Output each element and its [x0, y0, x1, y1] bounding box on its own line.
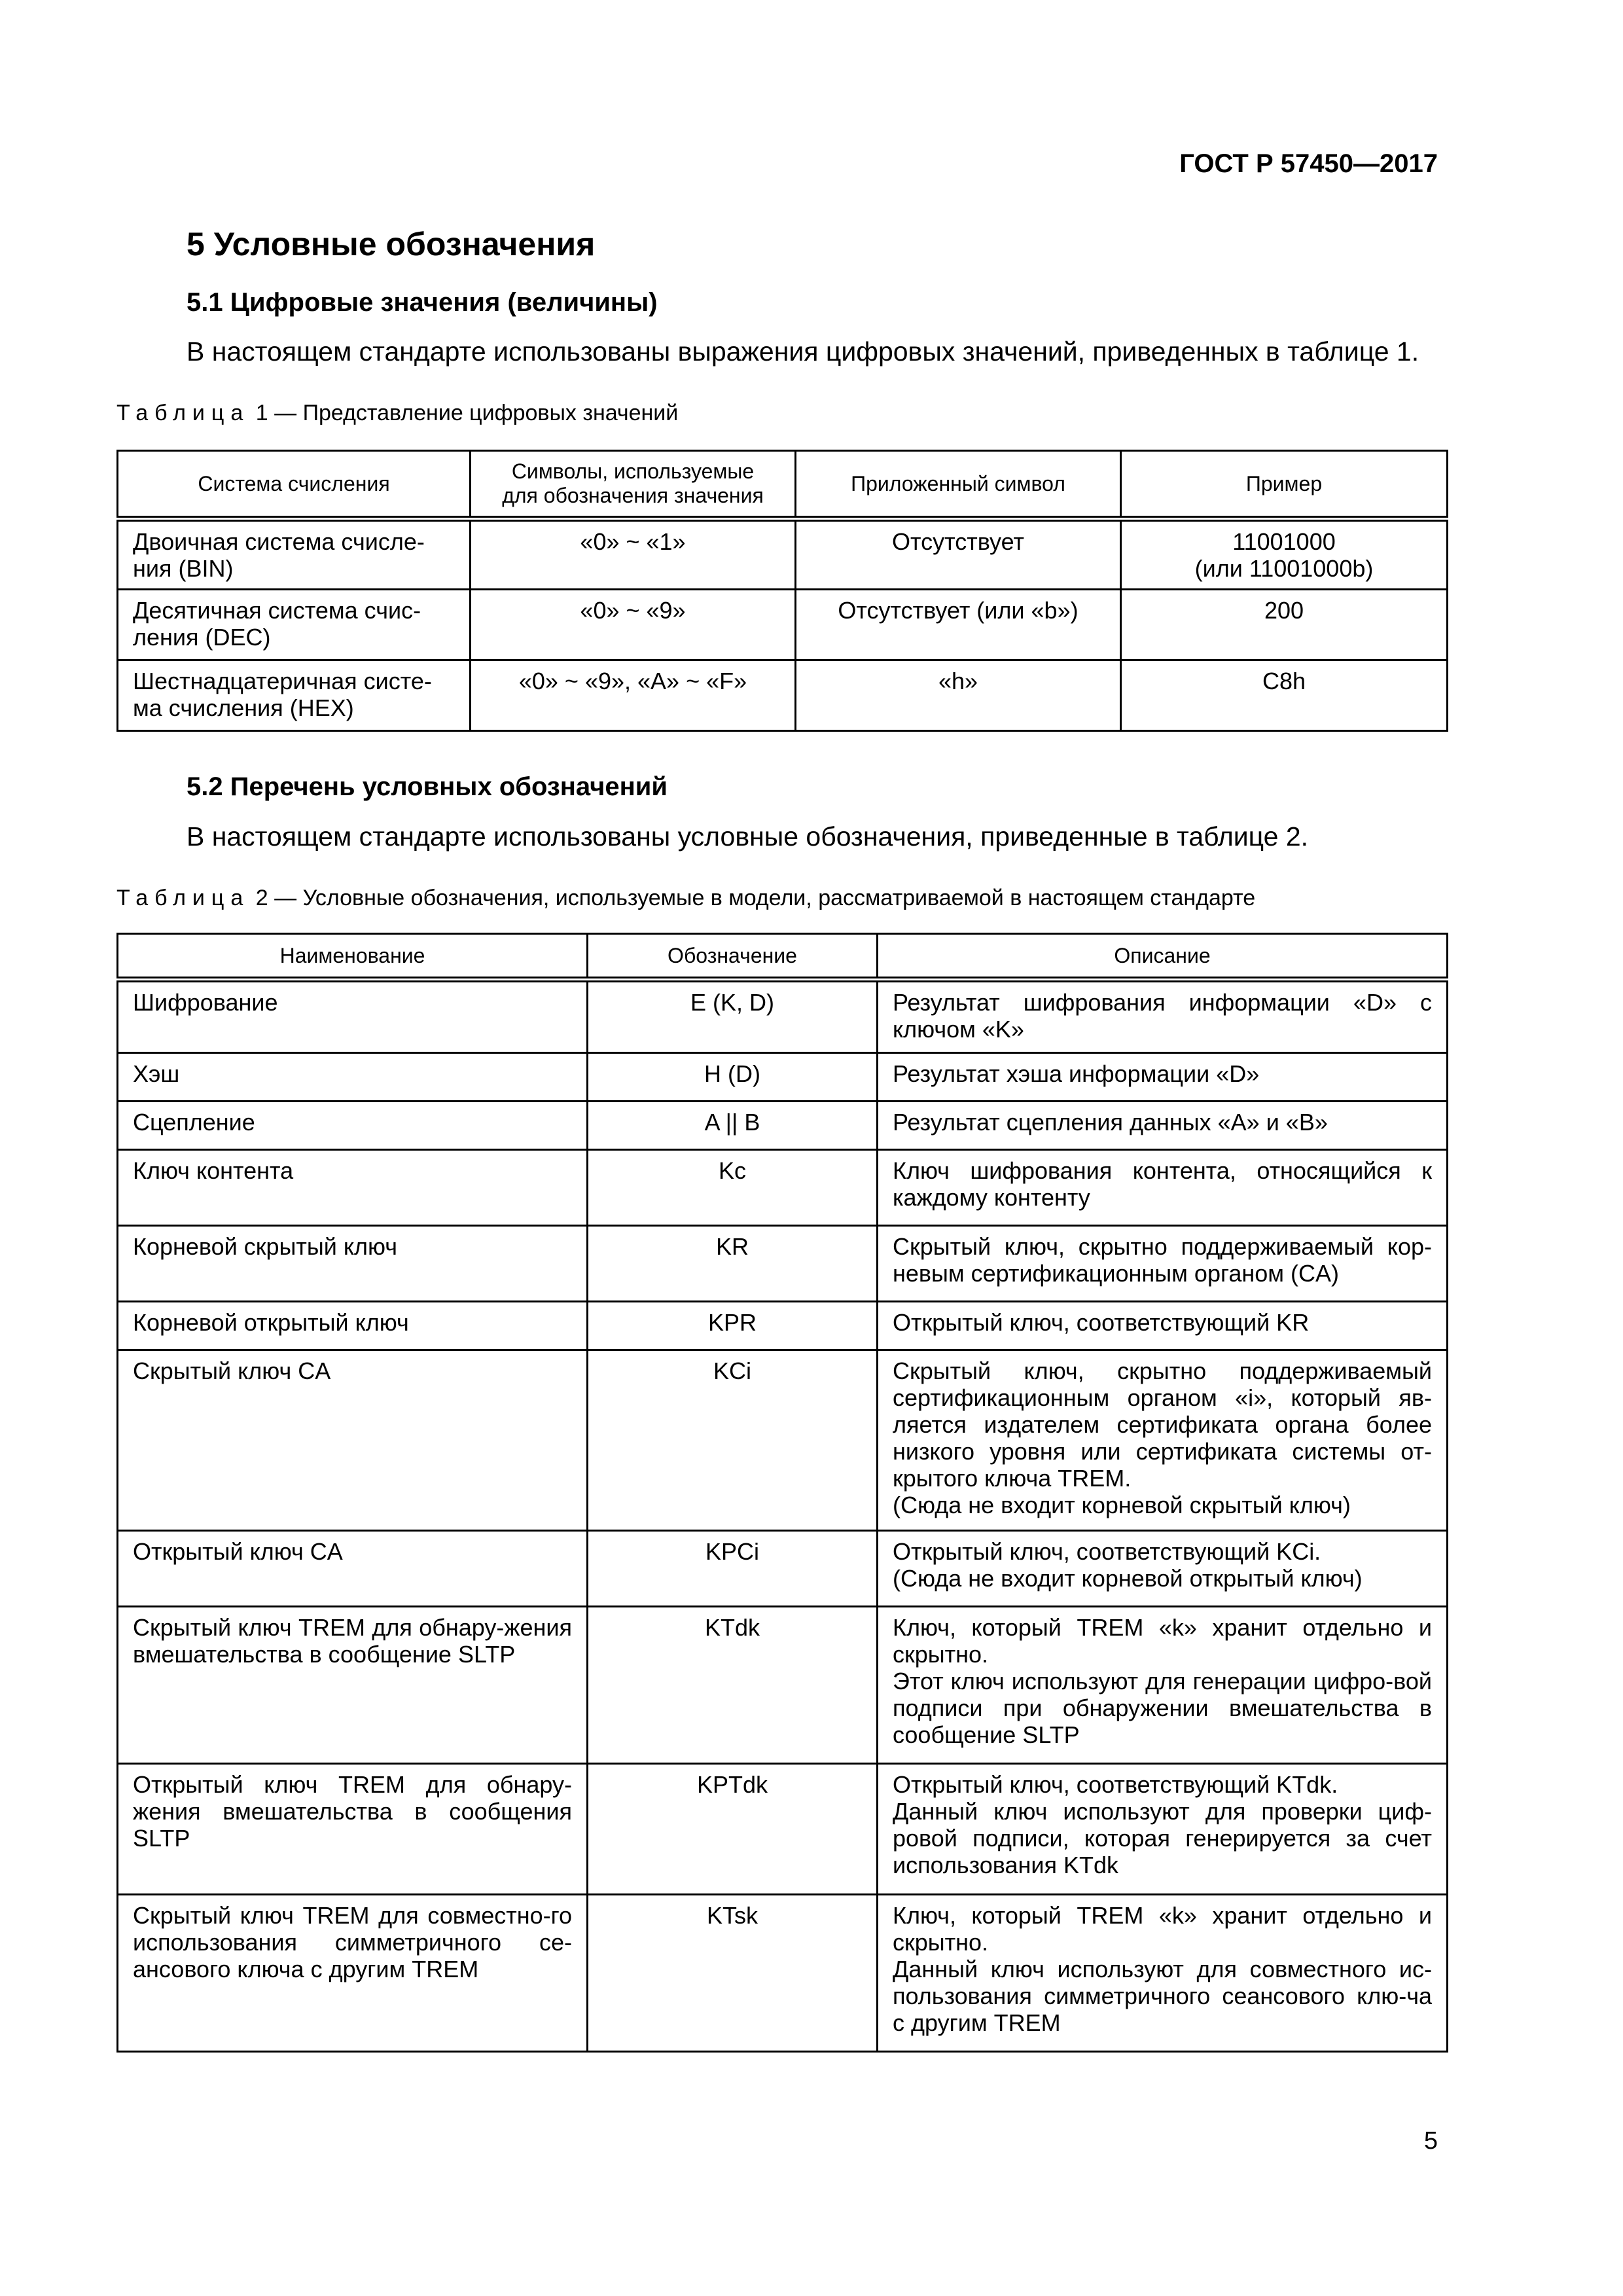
table-cell: «0» ~ «1» — [471, 519, 796, 590]
table-row — [118, 660, 1448, 731]
table-cell: Ключ, который TREM «k» хранит отдельно и скрытно. Этот ключ используют для генерации цифро-вой подписи при обнаружении вмешательства в сообщение SLTP — [878, 1607, 1448, 1764]
caption-text: 1 — Представление цифровых значений — [255, 401, 679, 425]
table-cell: Ключ шифрования контента, относящийся к каждому контенту — [878, 1150, 1448, 1226]
table-cell: Скрытый ключ CA — [118, 1350, 588, 1531]
table-cell: KPR — [588, 1302, 878, 1350]
table-cell: E (K, D) — [588, 980, 878, 1053]
table-cell: Двоичная система счисле- ния (BIN) — [118, 519, 471, 590]
table-cell: Десятичная система счис- ления (DEC) — [118, 590, 471, 660]
table-2-caption — [116, 886, 1255, 911]
table-cell: KTsk — [588, 1895, 878, 2052]
table-cell: C8h — [1121, 660, 1448, 731]
table-1-header-row — [118, 451, 1448, 519]
table-2 — [116, 933, 1448, 2053]
table-cell: Корневой открытый ключ — [118, 1302, 588, 1350]
table-cell: Открытый ключ CA — [118, 1531, 588, 1607]
table-row — [118, 1226, 1448, 1302]
intro-paragraph-5-2: В настоящем стандарте использованы условные обозначения, приведенные в таблице 2. — [187, 821, 1309, 852]
table-cell: Результат хэша информации «D» — [878, 1053, 1448, 1102]
table-cell: Открытый ключ, соответствующий KTdk. Данный ключ используют для проверки циф-ровой подписи, которая генерируется за счет использования KTdk — [878, 1764, 1448, 1895]
table-1 — [116, 450, 1448, 732]
table-cell: Ключ, который TREM «k» хранит отдельно и скрытно. Данный ключ используют для совместного ис-пользования симметричного сеансового клю-ча с другим TREM — [878, 1895, 1448, 2052]
table-cell: Отсутствует — [796, 519, 1121, 590]
table-cell: KTdk — [588, 1607, 878, 1764]
table-cell: Открытый ключ, соответствующий KCi. (Сюда не входит корневой открытый ключ) — [878, 1531, 1448, 1607]
table-cell: KPCi — [588, 1531, 878, 1607]
table-cell: Результат сцепления данных «A» и «B» — [878, 1102, 1448, 1150]
table-cell: KPTdk — [588, 1764, 878, 1895]
column-header: Обозначение — [588, 934, 878, 980]
table-row — [118, 1764, 1448, 1895]
table-cell: Отсутствует (или «b») — [796, 590, 1121, 660]
table-row — [118, 1895, 1448, 2052]
table-cell: Открытый ключ, соответствующий KR — [878, 1302, 1448, 1350]
caption-label: Таблица — [116, 401, 250, 425]
table-cell: 11001000 (или 11001000b) — [1121, 519, 1448, 590]
caption-text: 2 — Условные обозначения, используемые в модели, рассматриваемой в настоящем стандарте — [255, 886, 1256, 910]
table-cell: Сцепление — [118, 1102, 588, 1150]
table-row — [118, 1350, 1448, 1531]
table-cell: Ключ контента — [118, 1150, 588, 1226]
column-header: Приложенный символ — [796, 451, 1121, 519]
column-header: Символы, используемые для обозначения значения — [471, 451, 796, 519]
document-id: ГОСТ Р 57450—2017 — [1179, 149, 1438, 178]
table-cell: Хэш — [118, 1053, 588, 1102]
column-header: Описание — [878, 934, 1448, 980]
page-number: 5 — [1423, 2127, 1438, 2155]
table-cell: 200 — [1121, 590, 1448, 660]
table-cell: A || B — [588, 1102, 878, 1150]
table-row — [118, 1531, 1448, 1607]
table-cell: Kc — [588, 1150, 878, 1226]
table-row — [118, 980, 1448, 1053]
table-row — [118, 1302, 1448, 1350]
column-header: Наименование — [118, 934, 588, 980]
table-row — [118, 1150, 1448, 1226]
table-cell: KCi — [588, 1350, 878, 1531]
subsection-title-5-2: 5.2 Перечень условных обозначений — [187, 772, 668, 801]
column-header: Система счисления — [118, 451, 471, 519]
table-cell: Шестнадцатеричная систе- ма счисления (HEX) — [118, 660, 471, 731]
table-1-caption — [116, 401, 678, 426]
table-cell: Открытый ключ TREM для обнару-жения вмешательства в сообщения SLTP — [118, 1764, 588, 1895]
table-cell: Скрытый ключ TREM для совместно-го использования симметричного се-ансового ключа с другим TREM — [118, 1895, 588, 2052]
subsection-title-5-1: 5.1 Цифровые значения (величины) — [187, 288, 658, 317]
table-row — [118, 1053, 1448, 1102]
table-row — [118, 519, 1448, 590]
table-cell: «0» ~ «9» — [471, 590, 796, 660]
table-row — [118, 590, 1448, 660]
table-cell: Шифрование — [118, 980, 588, 1053]
table-row — [118, 1102, 1448, 1150]
table-cell: Корневой скрытый ключ — [118, 1226, 588, 1302]
table-cell: «0» ~ «9», «A» ~ «F» — [471, 660, 796, 731]
caption-label: Таблица — [116, 886, 250, 910]
table-cell: KR — [588, 1226, 878, 1302]
table-2-header-row — [118, 934, 1448, 980]
section-title: 5 Условные обозначения — [187, 226, 596, 262]
column-header: Пример — [1121, 451, 1448, 519]
table-cell: Скрытый ключ, скрытно поддерживаемый сертификационным органом «i», который яв-ляется издателем сертификата органа более низкого уровня или сертификата системы от-крытого ключа TREM. (Сюда не входит корневой скрытый ключ) — [878, 1350, 1448, 1531]
table-cell: H (D) — [588, 1053, 878, 1102]
table-cell: Результат шифрования информации «D» с ключом «K» — [878, 980, 1448, 1053]
table-row — [118, 1607, 1448, 1764]
table-cell: «h» — [796, 660, 1121, 731]
table-cell: Скрытый ключ, скрытно поддерживаемый кор-невым сертификационным органом (CA) — [878, 1226, 1448, 1302]
intro-paragraph-5-1: В настоящем стандарте использованы выражения цифровых значений, приведенных в таблице 1. — [187, 336, 1419, 367]
table-cell: Скрытый ключ TREM для обнару-жения вмешательства в сообщение SLTP — [118, 1607, 588, 1764]
